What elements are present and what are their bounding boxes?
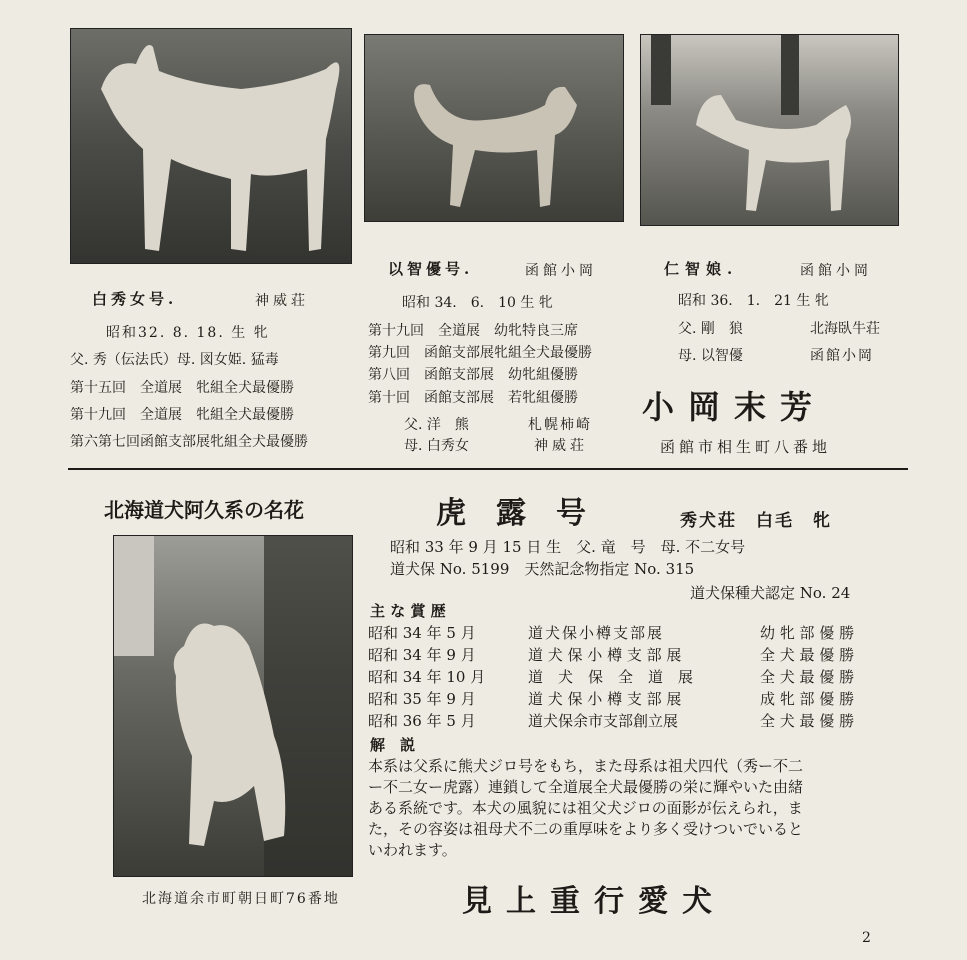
dog1-name: 白秀女号.: [92, 290, 178, 308]
dog2-father: 父. 洋 熊: [404, 417, 469, 433]
feature-reg-line: 道犬保 No. 5199 天然記念物指定 No. 315: [390, 560, 695, 578]
photo-shirahideme: [70, 28, 352, 264]
dog2-mother: 母. 白秀女: [404, 438, 469, 454]
dog3-father: 父. 剛 狼: [678, 321, 743, 337]
awards-title: 主 な 賞 歴: [370, 602, 446, 620]
dog2-award-2: 第九回 函館支部展牝組全犬最優勝: [368, 345, 592, 361]
dog2-award-4: 第十回 函館支部展 若牝組優勝: [368, 390, 578, 406]
award-date-1: 昭和 34 年 5 月: [368, 624, 476, 642]
dog-silhouette-4: [114, 536, 352, 876]
dog3-owner: 函館小岡: [800, 263, 872, 279]
section-divider: [68, 468, 908, 470]
commentary-line-1: 本系は父系に熊犬ジロ号をもち，また母系は祖犬四代（秀ー不二: [368, 757, 804, 775]
award-date-5: 昭和 36 年 5 月: [368, 712, 476, 730]
dog1-award-2: 第十九回 全道展 牝組全犬最優勝: [70, 407, 294, 423]
dog3-mother-kennel: 函館小岡: [810, 348, 874, 364]
photo-torotsuyu: [113, 535, 353, 877]
dog1-kennel: 神威荘: [255, 293, 309, 309]
feature-cert-line: 道犬保種犬認定 No. 24: [690, 584, 851, 602]
commentary-line-2: ー不二女ー虎露）連鎖して全道展全犬最優勝の栄に輝やいた由緒: [368, 778, 804, 796]
breeder-name: 小岡末芳: [642, 388, 827, 426]
award-result-5: 全 犬 最 優 勝: [760, 712, 855, 730]
award-result-3: 全 犬 最 優 勝: [760, 668, 855, 686]
dog3-mother: 母. 以智優: [678, 348, 743, 364]
commentary-line-3: ある系統です。本犬の風貌には祖父犬ジロの面影が伝えられ，ま: [368, 799, 803, 817]
dog-silhouette-2: [365, 35, 623, 221]
dog2-name: 以智優号.: [388, 260, 474, 278]
commentary-line-5: いわれます。: [368, 841, 457, 859]
commentary-text: [368, 756, 913, 861]
photo-ichiyu: [364, 34, 624, 222]
commentary-line-4: た，その容姿は祖母犬不二の重厚味をより多く受けついでいると: [368, 820, 804, 838]
breeder-address: 函館市相生町八番地: [660, 438, 832, 456]
feature-dog-name: 虎 露 号: [436, 496, 586, 531]
commentary-title: 解 説: [370, 736, 416, 754]
dog2-mother-kennel: 神威荘: [534, 438, 588, 454]
award-date-4: 昭和 35 年 9 月: [368, 690, 476, 708]
feature-kennel-info: 秀犬荘 白毛 牝: [680, 511, 832, 531]
photo-nichijo: [640, 34, 899, 226]
owner-address: 北海道余市町朝日町76番地: [142, 891, 340, 907]
dog-silhouette-1: [71, 29, 351, 263]
dog1-award-1: 第十五回 全道展 牝組全犬最優勝: [70, 380, 294, 396]
dog3-father-kennel: 北海臥牛荘: [810, 321, 880, 337]
award-show-2: 道 犬 保 小 樽 支 部 展: [528, 646, 682, 664]
award-result-4: 成 牝 部 優 勝: [760, 690, 855, 708]
award-show-5: 道犬保余市支部創立展: [528, 712, 679, 730]
award-date-2: 昭和 34 年 9 月: [368, 646, 476, 664]
award-show-3: 道 犬 保 全 道 展: [528, 668, 694, 686]
feature-heading: 北海道犬阿久系の名花: [104, 498, 304, 522]
dog2-father-kennel: 札幌柿崎: [528, 417, 592, 433]
owner-name: 見上重行愛犬: [462, 884, 726, 919]
dog2-birth: 昭和 34. 6. 10 生 牝: [402, 295, 553, 311]
page-number: 2: [862, 930, 871, 946]
dog1-parents: 父. 秀（伝法氏）母. 図女姫. 猛毒: [70, 352, 279, 368]
dog2-owner: 函館小岡: [525, 263, 597, 279]
dog1-birth: 昭和32. 8. 18. 生 牝: [106, 325, 270, 341]
dog2-award-3: 第八回 函館支部展 幼牝組優勝: [368, 367, 578, 383]
dog-silhouette-3: [641, 35, 898, 225]
feature-birth-line: 昭和 33 年 9 月 15 日 生 父. 竜 号 母. 不二女号: [390, 538, 746, 556]
award-result-1: 幼 牝 部 優 勝: [760, 624, 855, 642]
dog1-award-3: 第六第七回函館支部展牝組全犬最優勝: [70, 434, 308, 450]
award-result-2: 全 犬 最 優 勝: [760, 646, 855, 664]
award-date-3: 昭和 34 年 10 月: [368, 668, 486, 686]
dog2-award-1: 第十九回 全道展 幼牝特良三席: [368, 323, 578, 339]
award-show-1: 道犬保小樽支部展: [528, 624, 665, 642]
dog3-name: 仁智娘.: [664, 260, 739, 278]
award-show-4: 道 犬 保 小 樽 支 部 展: [528, 690, 682, 708]
dog3-birth: 昭和 36. 1. 21 生 牝: [678, 293, 829, 309]
